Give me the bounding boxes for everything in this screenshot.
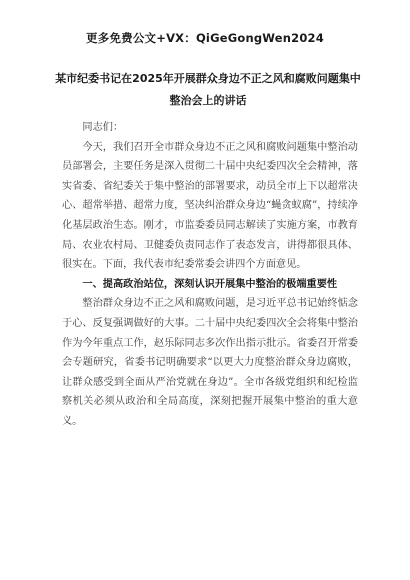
header-watermark: 更多免费公文+VX：QiGeGongWen2024 bbox=[86, 31, 324, 45]
salutation: 同志们： bbox=[82, 122, 124, 133]
document-title: 某市纪委书记在2025年开展群众身边不正之风和腐败问题集中整治会上的讲话 bbox=[55, 72, 361, 107]
section-heading: 一、提高政治站位，深刻认识开展集中整治的极端重要性 bbox=[82, 278, 338, 290]
paragraph: 今天，我们召开全市群众身边不正之风和腐败问题集中整治动员部署会，主要任务是深入贯彻二十届中央纪委四次全会精神，落实省委、省纪委关于集中整治的部署要求，动员全市上下以超常决心、超常举措、超常力度，坚决纠治群众身边“蝇贪蚁腐”，持续净化基层政治生态。刚才，市监委委员同志解读了实施方案，市教育局、农业农村局、卫健委负责同志作了表态发言，讲得都很具体、很实在。下面，我代表市纪委常委会讲四个方面意见。 bbox=[62, 141, 358, 271]
section-paragraph: 整治群众身边不正之风和腐败问题，是习近平总书记始终惦念于心、反复强调做好的大事。二十届中央纪委四次全会将集中整治作为今年重点工作，赵乐际同志多次作出指示批示。省委召开常委会专题研究，省委书记明确要求“以更大力度整治群众身边腐败，让群众感受到全面从严治党就在身边”。全市各级党组织和纪检监察机关必须从政治和全局高度，深刻把握开展集中整治的重大意义。 bbox=[62, 298, 358, 427]
document-body bbox=[62, 118, 358, 432]
